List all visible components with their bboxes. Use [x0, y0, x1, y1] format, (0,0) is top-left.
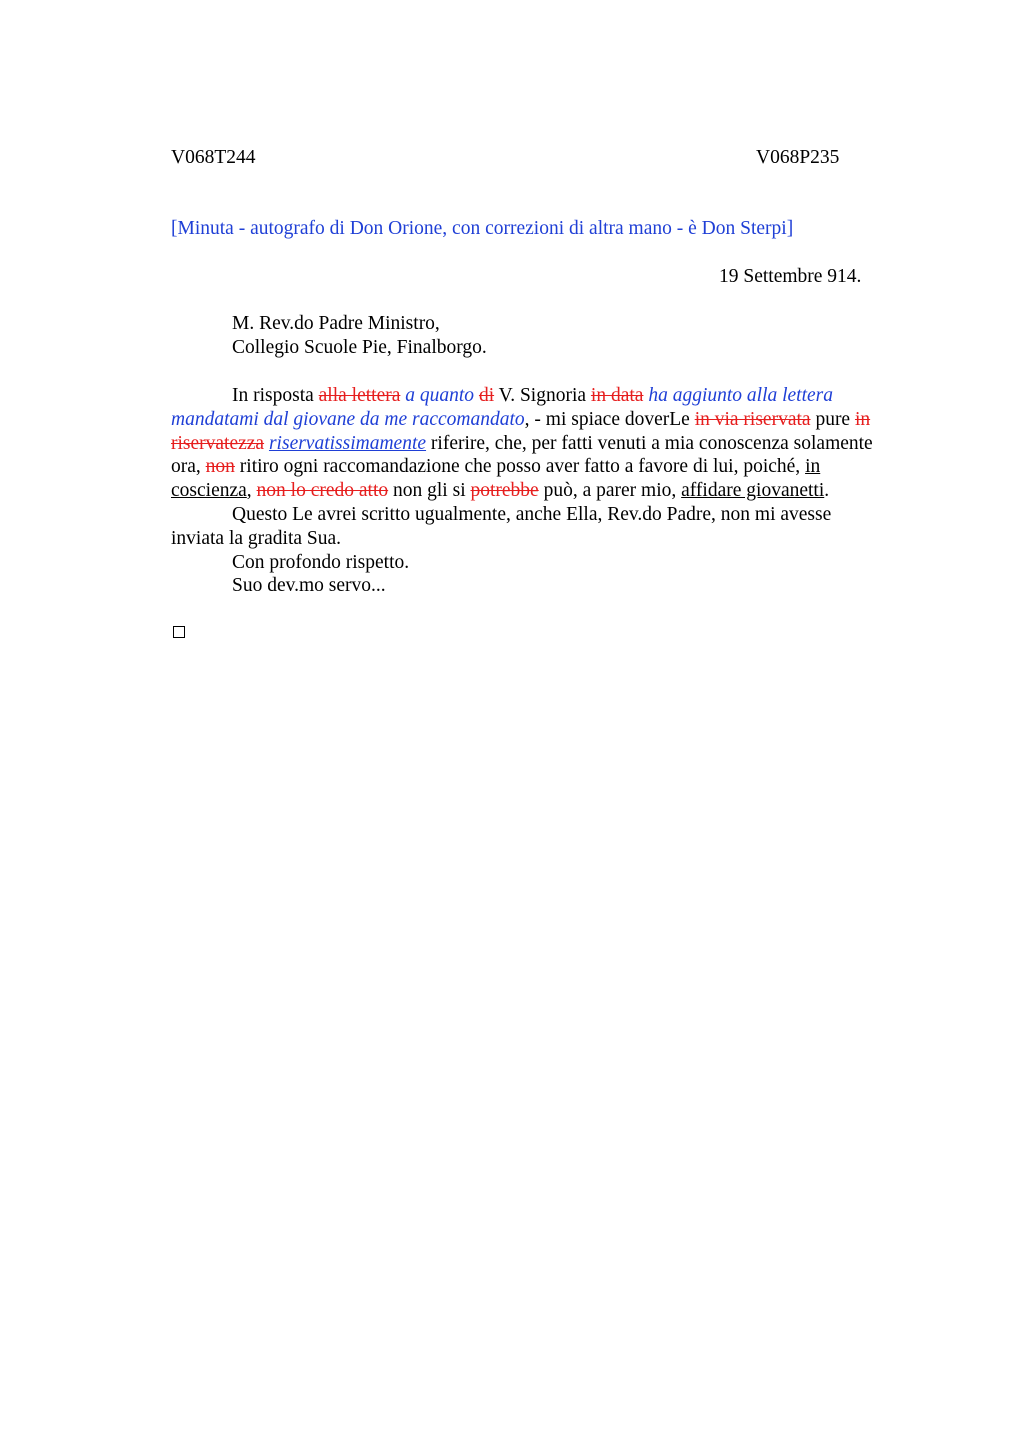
deleted-text: potrebbe [470, 480, 539, 502]
document-code-right: V068P235 [756, 147, 840, 168]
inserted-text: a quanto [405, 385, 475, 406]
closing-line: Con profondo rispetto. [232, 551, 410, 573]
inserted-underlined-text: riservatissimamente [268, 432, 427, 454]
deleted-text: in data [590, 385, 644, 406]
underlined-text: coscienza [171, 480, 247, 502]
addressee-line: M. Rev.do Padre Ministro, [232, 313, 440, 334]
text-run: V. Signoria [494, 385, 591, 406]
text-run: riferire, che, per fatti venuti a mia conoscenza solamente [426, 432, 873, 454]
deleted-text: di [478, 385, 495, 406]
editorial-note: [Minuta - autografo di Don Orione, con correzioni di altra mano - è Don Sterpi] [171, 218, 794, 239]
underlined-text: in [805, 456, 821, 478]
signature-line: Suo dev.mo servo... [232, 575, 386, 597]
document-code-left: V068T244 [171, 147, 256, 168]
paragraph-line [171, 479, 921, 503]
addressee-line: Collegio Scuole Pie, Finalborgo. [232, 337, 487, 358]
underlined-text: affidare giovanetti [681, 480, 825, 502]
paragraph-line [171, 432, 921, 456]
paragraph-line [171, 455, 921, 479]
deleted-text: riservatezza [171, 432, 265, 454]
letter-body [171, 384, 921, 598]
paragraph-line: inviata la gradita Sua. [171, 527, 342, 549]
text-run: , - mi spiace doverLe [524, 408, 695, 430]
checkbox-square-icon [173, 626, 185, 638]
deleted-text: in via riservata [694, 408, 811, 430]
inserted-text: ha aggiunto alla lettera [648, 385, 834, 406]
text-run: pure [810, 408, 855, 430]
letter-date: 19 Settembre 914. [719, 266, 862, 287]
text-run: può, a parer mio, [538, 480, 682, 502]
text-run: . [824, 480, 830, 502]
deleted-text: non [205, 456, 235, 478]
deleted-text: alla lettera [318, 385, 401, 406]
text-run: ritiro ogni raccomandazione che posso aver fatto a favore di lui, poiché, [234, 456, 806, 478]
deleted-text: non lo credo atto [256, 480, 389, 502]
deleted-text: in [854, 408, 871, 430]
text-run: ora, [171, 456, 206, 478]
text-run: In risposta [232, 385, 319, 406]
text-run: , [246, 480, 257, 502]
inserted-text: mandatami dal giovane da me raccomandato [171, 408, 525, 430]
paragraph-line: Questo Le avrei scritto ugualmente, anche Ella, Rev.do Padre, non mi avesse [232, 503, 832, 525]
addressee-block [232, 312, 487, 360]
text-run: non gli si [388, 480, 471, 502]
paragraph-line [171, 408, 921, 432]
paragraph-line [171, 384, 921, 408]
